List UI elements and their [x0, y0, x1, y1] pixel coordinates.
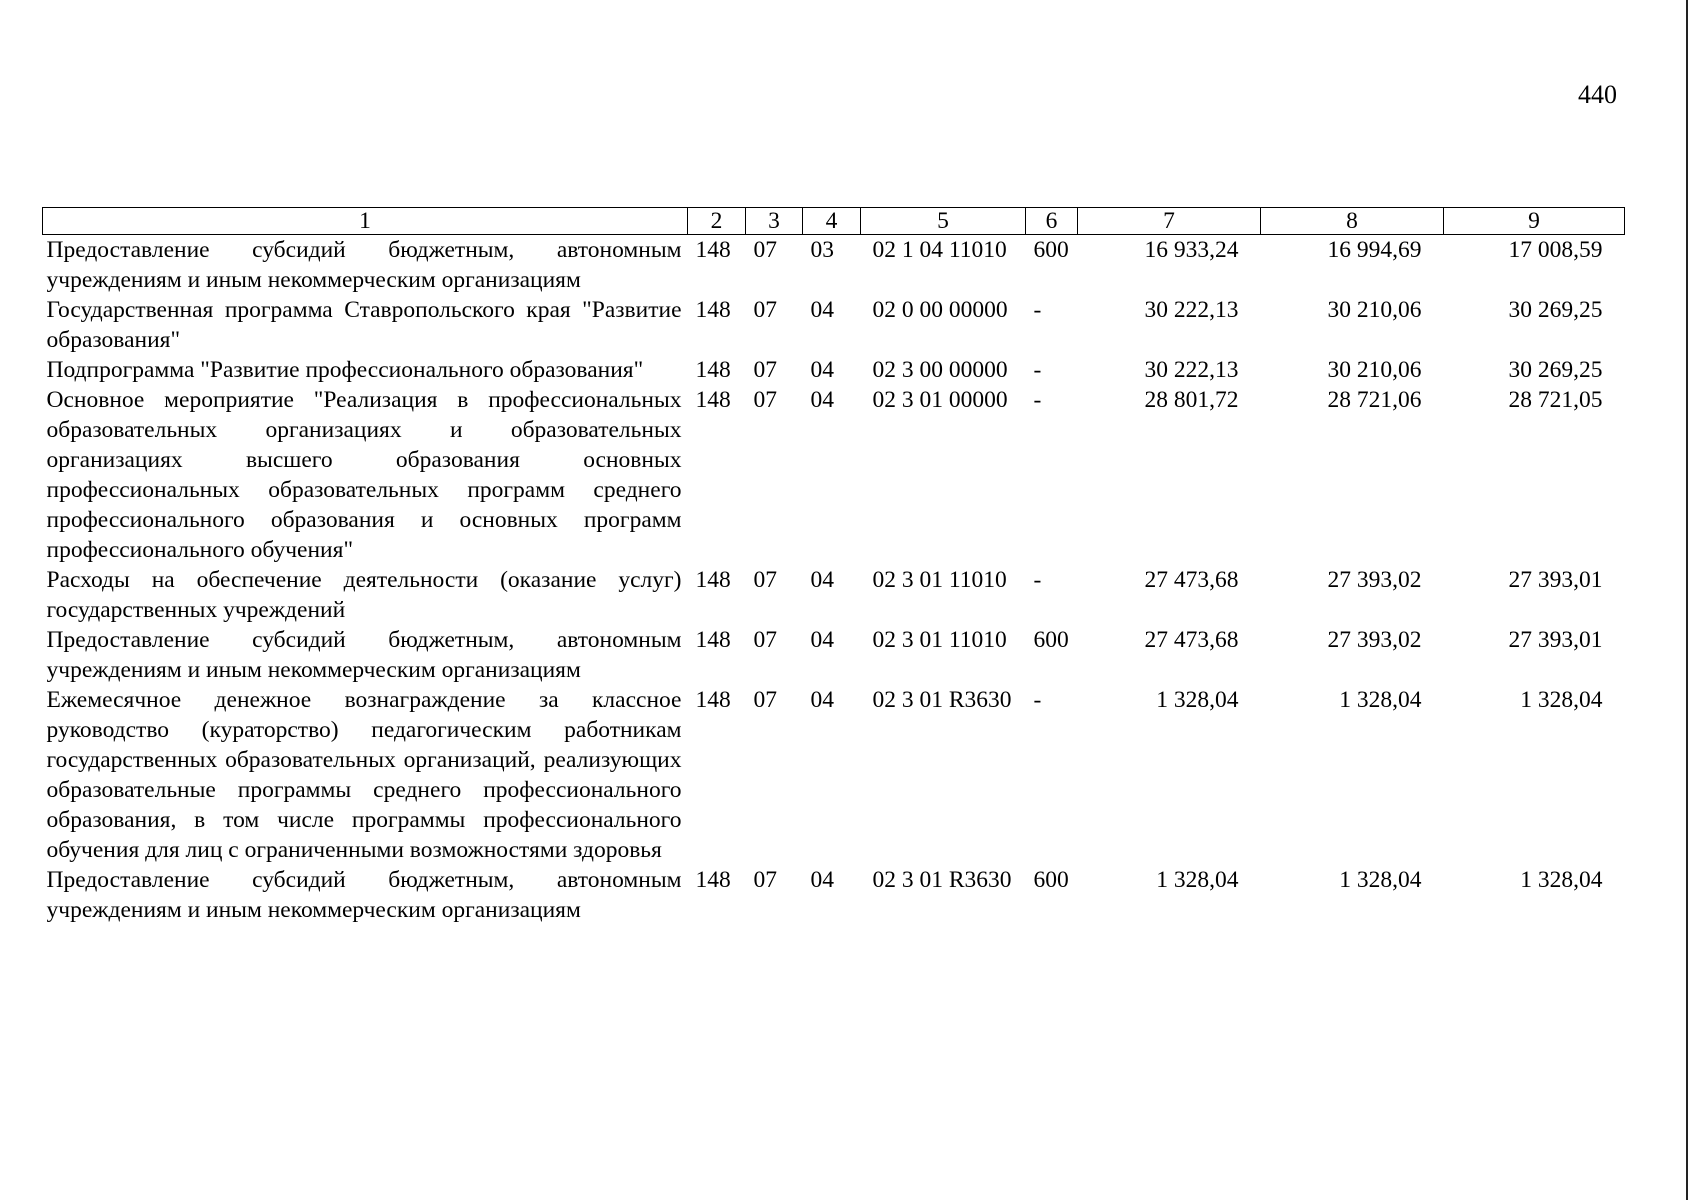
row-code-subsection: 04: [810, 687, 834, 713]
row-amount-9: 1 328,04: [1520, 687, 1603, 713]
row-name: Подпрограмма "Развитие профессионального образования": [46, 357, 644, 383]
row-code-ministry: 148: [695, 627, 731, 653]
row-code-ministry: 148: [695, 237, 731, 263]
row-amount-9: 17 008,59: [1508, 237, 1603, 263]
row-amount-7: 30 222,13: [1144, 297, 1239, 323]
table-row: [43, 865, 1625, 925]
row-code-subsection: 04: [810, 627, 834, 653]
row-code-section: 07: [753, 867, 777, 893]
row-code-expense-type: -: [1033, 687, 1042, 713]
row-code-ministry: 148: [695, 387, 731, 413]
row-code-target: 02 1 04 11010: [872, 237, 1007, 263]
row-name: Государственная программа Ставропольского края "Развитие образования": [46, 297, 682, 353]
row-amount-7: 1 328,04: [1156, 687, 1239, 713]
header-row: [43, 208, 1625, 235]
row-name: Предоставление субсидий бюджетным, автономным учреждениям и иным некоммерческим организациям: [46, 237, 682, 293]
row-code-section: 07: [753, 237, 777, 263]
row-code-ministry: 148: [695, 867, 731, 893]
budget-table: [42, 207, 1625, 925]
row-code-ministry: 148: [695, 687, 731, 713]
row-code-ministry: 148: [695, 567, 731, 593]
table-row: [43, 685, 1625, 865]
row-code-subsection: 04: [810, 297, 834, 323]
header-col-3: 3: [746, 208, 803, 235]
table-row: [43, 355, 1625, 385]
row-name: Предоставление субсидий бюджетным, автономным учреждениям и иным некоммерческим организациям: [46, 627, 682, 683]
row-amount-9: 27 393,01: [1508, 567, 1603, 593]
row-amount-7: 1 328,04: [1156, 867, 1239, 893]
row-amount-7: 27 473,68: [1144, 627, 1239, 653]
row-code-subsection: 04: [810, 567, 834, 593]
row-code-subsection: 03: [810, 237, 834, 263]
row-amount-9: 30 269,25: [1508, 357, 1603, 383]
row-code-target: 02 3 01 00000: [872, 387, 1008, 413]
header-col-5: 5: [861, 208, 1026, 235]
row-code-section: 07: [753, 297, 777, 323]
row-code-expense-type: 600: [1033, 237, 1069, 263]
row-code-expense-type: -: [1033, 357, 1042, 383]
page-number: 440: [1578, 80, 1617, 109]
table-row: [43, 565, 1625, 625]
row-code-section: 07: [753, 627, 777, 653]
row-amount-7: 30 222,13: [1144, 357, 1239, 383]
row-code-expense-type: -: [1033, 387, 1042, 413]
row-code-section: 07: [753, 567, 777, 593]
header-col-8: 8: [1261, 208, 1444, 235]
table-row: [43, 625, 1625, 685]
row-code-target: 02 3 01 R3630: [872, 687, 1012, 713]
header-col-2: 2: [688, 208, 746, 235]
row-amount-8: 27 393,02: [1327, 627, 1422, 653]
row-code-subsection: 04: [810, 357, 834, 383]
row-amount-8: 16 994,69: [1327, 237, 1422, 263]
row-code-target: 02 3 01 11010: [872, 567, 1007, 593]
row-amount-9: 1 328,04: [1520, 867, 1603, 893]
row-code-expense-type: -: [1033, 297, 1042, 323]
row-name: Расходы на обеспечение деятельности (оказание услуг) государственных учреждений: [46, 567, 682, 623]
row-code-target: 02 3 00 00000: [872, 357, 1008, 383]
row-code-subsection: 04: [810, 387, 834, 413]
row-code-expense-type: -: [1033, 567, 1042, 593]
header-col-9: 9: [1444, 208, 1625, 235]
row-amount-8: 30 210,06: [1327, 297, 1422, 323]
row-code-expense-type: 600: [1033, 867, 1069, 893]
header-col-7: 7: [1078, 208, 1261, 235]
header-col-1: 1: [43, 208, 688, 235]
table-row: [43, 295, 1625, 355]
row-amount-8: 28 721,06: [1327, 387, 1422, 413]
row-code-section: 07: [753, 387, 777, 413]
row-name: Ежемесячное денежное вознаграждение за классное руководство (кураторство) педагогическим работникам государственных образовательных организаций, реализующих образовательные программы среднего профессионального образования, в том числе программы профессионального обучения для лиц с ограниченными возможностями здоровья: [46, 687, 682, 863]
row-amount-9: 27 393,01: [1508, 627, 1603, 653]
table-row: [43, 235, 1625, 296]
row-code-target: 02 3 01 R3630: [872, 867, 1012, 893]
row-code-ministry: 148: [695, 297, 731, 323]
row-amount-8: 1 328,04: [1339, 687, 1422, 713]
row-name: Основное мероприятие "Реализация в профессиональных образовательных организациях и образовательных организациях высшего образования основных профессиональных образовательных программ среднего профессионального образования и основных программ профессионального обучения": [46, 387, 682, 563]
row-amount-8: 27 393,02: [1327, 567, 1422, 593]
row-amount-7: 28 801,72: [1144, 387, 1239, 413]
row-code-section: 07: [753, 687, 777, 713]
row-code-section: 07: [753, 357, 777, 383]
row-amount-7: 27 473,68: [1144, 567, 1239, 593]
row-amount-8: 30 210,06: [1327, 357, 1422, 383]
row-code-subsection: 04: [810, 867, 834, 893]
row-amount-7: 16 933,24: [1144, 237, 1239, 263]
header-col-4: 4: [803, 208, 861, 235]
row-name: Предоставление субсидий бюджетным, автономным учреждениям и иным некоммерческим организациям: [46, 867, 682, 923]
row-amount-9: 28 721,05: [1508, 387, 1603, 413]
table-header: [43, 208, 1625, 235]
header-col-6: 6: [1026, 208, 1078, 235]
table-row: [43, 385, 1625, 565]
row-code-target: 02 0 00 00000: [872, 297, 1008, 323]
row-code-expense-type: 600: [1033, 627, 1069, 653]
scan-edge-line: [1686, 0, 1688, 1200]
row-amount-9: 30 269,25: [1508, 297, 1603, 323]
row-amount-8: 1 328,04: [1339, 867, 1422, 893]
row-code-ministry: 148: [695, 357, 731, 383]
table-body: [43, 235, 1625, 926]
row-code-target: 02 3 01 11010: [872, 627, 1007, 653]
